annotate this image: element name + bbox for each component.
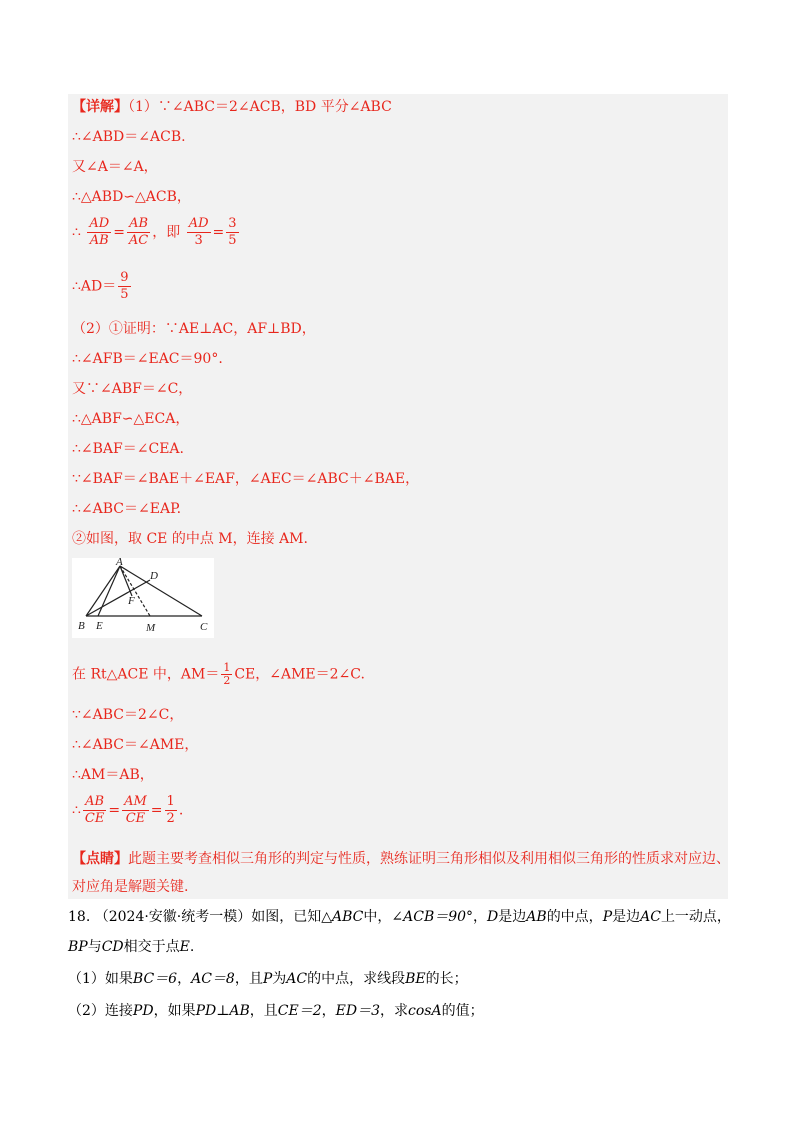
solution-line-18: ∴AM＝AB， bbox=[72, 767, 154, 783]
question-18-line-1: 18. （2024·安徽·统考一模）如图，已知△ABC中，∠ACB＝90°，D是边AB的中点，P是边AC上一动点， bbox=[68, 909, 731, 925]
solution-line-3: 又∠A＝∠A， bbox=[72, 159, 158, 175]
solution-line-4: ∴△ABD∽△ACB， bbox=[72, 189, 191, 205]
fraction: $\frac{1}{2}$ bbox=[223, 661, 231, 687]
question-18-line-2: BP与CD相交于点E. bbox=[68, 939, 195, 955]
solution-line-21: 对应角是解题关键. bbox=[72, 879, 189, 895]
label-B: B bbox=[78, 620, 85, 632]
fraction: $\frac{3}{5}$ bbox=[228, 216, 237, 248]
label-E: E bbox=[96, 620, 103, 632]
label-F: F bbox=[128, 595, 135, 607]
label-D: D bbox=[150, 570, 158, 582]
label-C: C bbox=[200, 621, 208, 633]
solution-line-6: ∴AD＝ $\frac{9}{5}$ bbox=[72, 270, 129, 302]
solution-line-12: ∵∠BAF＝∠BAE＋∠EAF，∠AEC＝∠ABC＋∠BAE， bbox=[72, 471, 420, 487]
solution-line-14: ②如图，取 CE 的中点 M，连接 AM. bbox=[72, 531, 308, 547]
dianjing-tag: 【点睛】 bbox=[72, 851, 128, 867]
solution-line-16: ∵∠ABC＝2∠C， bbox=[72, 707, 184, 723]
solution-line-11: ∴∠BAF＝∠CEA. bbox=[72, 441, 184, 457]
solution-line-5: ∴ $\frac{AD}{AB}$ = $\frac{AB}{AC}$ ，即 $\frac{AD}{3}$ = $\frac{3}{5}$ bbox=[72, 216, 237, 248]
question-18-part-2: （2）连接PD，如果PD⊥AB，且CE＝2，ED＝3，求cosA的值； bbox=[68, 1003, 484, 1019]
fraction: $\frac{9}{5}$ bbox=[120, 270, 129, 302]
fraction: $\frac{AD}{3}$ bbox=[188, 216, 209, 248]
fraction: $\frac{AD}{AB}$ bbox=[89, 216, 110, 248]
fraction: $\frac{1}{2}$ bbox=[166, 794, 175, 826]
solution-line-1: 【详解】（1）∵∠ABC＝2∠ACB，BD 平分∠ABC bbox=[72, 99, 392, 115]
xiangjie-tag: 【详解】 bbox=[72, 99, 128, 115]
solution-line-2: ∴∠ABD＝∠ACB. bbox=[72, 129, 186, 145]
solution-line-20: 【点睛】此题主要考查相似三角形的判定与性质，熟练证明三角形相似及利用相似三角形的性质求对应边、 bbox=[72, 851, 730, 867]
fraction: $\frac{AB}{AC}$ bbox=[128, 216, 149, 248]
solution-line-15: 在 Rt△ACE 中，AM＝ $\frac{1}{2}$ CE，∠AME＝2∠C. bbox=[72, 661, 365, 687]
solution-line-19: ∴ $\frac{AB}{CE}$ = $\frac{AM}{CE}$ = $\frac{1}{2}$ . bbox=[72, 794, 184, 826]
solution-line-9: 又∵∠ABF＝∠C， bbox=[72, 381, 193, 397]
solution-line-7: （2）①证明：∵AE⊥AC，AF⊥BD， bbox=[72, 321, 316, 337]
label-M: M bbox=[146, 622, 156, 634]
solution-box bbox=[68, 94, 728, 899]
solution-line-17: ∴∠ABC＝∠AME， bbox=[72, 737, 199, 753]
solution-line-10: ∴△ABF∽△ECA， bbox=[72, 411, 190, 427]
fraction: $\frac{AB}{CE}$ bbox=[84, 794, 105, 826]
solution-line-13: ∴∠ABC＝∠EAP. bbox=[72, 501, 182, 517]
fraction: $\frac{AM}{CE}$ bbox=[124, 794, 147, 826]
question-18-part-1: （1）如果BC＝6，AC＝8，且P为AC的中点，求线段BE的长； bbox=[68, 971, 468, 987]
solution-line-8: ∴∠AFB＝∠EAC＝90°. bbox=[72, 351, 223, 367]
triangle-diagram bbox=[72, 558, 214, 638]
label-A: A bbox=[116, 558, 123, 568]
geometry-figure bbox=[72, 558, 214, 638]
